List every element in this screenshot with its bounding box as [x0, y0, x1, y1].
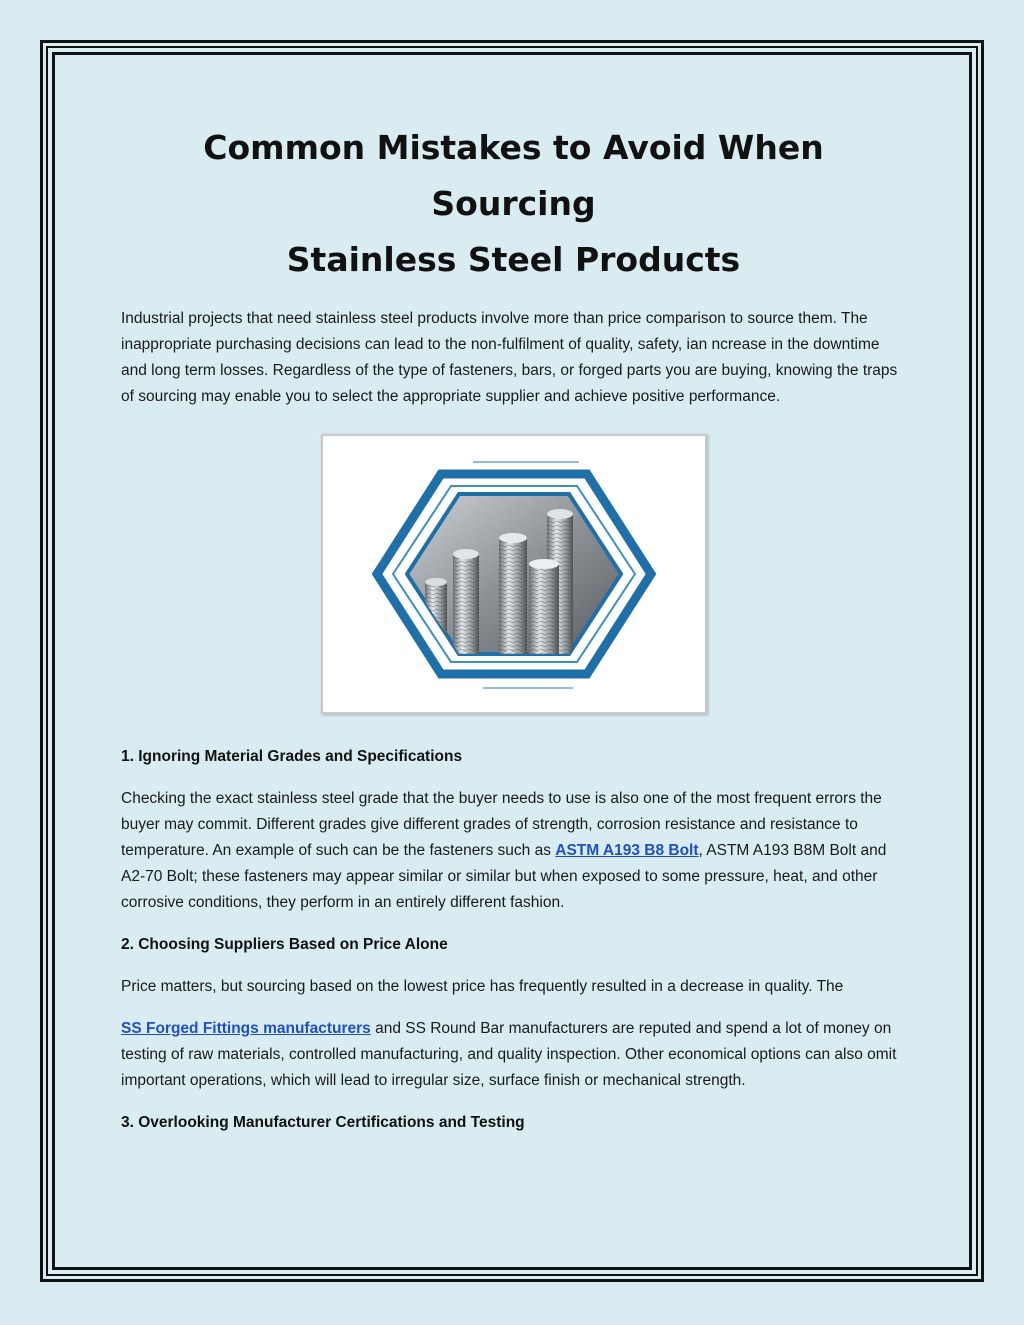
section2-paragraph-2 — [121, 1016, 906, 1094]
rod — [499, 533, 527, 678]
astm-a193-b8-bolt-link[interactable]: ASTM A193 B8 Bolt — [555, 842, 699, 859]
intro-paragraph: Industrial projects that need stainless steel products involve more than price comparison to source them. The inappropriate purchasing decisions can lead to the non-fulfilment of quality, safety, ian ncrease in the downtime and long term losses. Regardless of the type of fasteners, bars, or forged parts you are buying, knowing the traps of sourcing may enable you to select the appropriate supplier and achieve positive performance. — [121, 310, 898, 405]
hexagon-threaded-bolts-image — [321, 434, 707, 714]
section1-text-after: , ASTM A193 B8M Bolt and A2-70 Bolt; these fasteners may appear similar or similar but when exposed to some pressure, heat, and other corrosive conditions, they perform in an entirely different fashion. — [121, 842, 887, 911]
document-content — [121, 120, 906, 1136]
section2-paragraph-1: Price matters, but sourcing based on the lowest price has frequently resulted in a decrease in quality. The — [121, 978, 844, 995]
section3-heading: 3. Overlooking Manufacturer Certifications and Testing — [121, 1114, 525, 1131]
section2-heading: 2. Choosing Suppliers Based on Price Alone — [121, 936, 448, 953]
section1-text-before: Checking the exact stainless steel grade that the buyer needs to use is also one of the most frequent errors the buyer may commit. Different grades give different grades of strength, corrosion resistance and resistance to temperature. An example of such can be the fasteners such as — [121, 790, 882, 859]
page-title-line1: Common Mistakes to Avoid When Sourcing — [203, 128, 824, 223]
section1-paragraph — [121, 786, 906, 916]
rod — [529, 559, 559, 684]
bolts-illustration — [323, 436, 705, 712]
section2-text-2: and SS Round Bar manufacturers are reputed and spend a lot of money on testing of raw materials, controlled manufacturing, and quality inspection. Other economical options can also omit important operations, which will lead to irregular size, surface finish or mechanical strength. — [121, 1020, 897, 1089]
rod — [453, 549, 479, 684]
page-title — [121, 120, 906, 288]
page-title-line2: Stainless Steel Products — [286, 240, 741, 279]
ss-forged-fittings-link[interactable]: SS Forged Fittings manufacturers — [121, 1020, 371, 1037]
section1-heading: 1. Ignoring Material Grades and Specifications — [121, 748, 463, 765]
